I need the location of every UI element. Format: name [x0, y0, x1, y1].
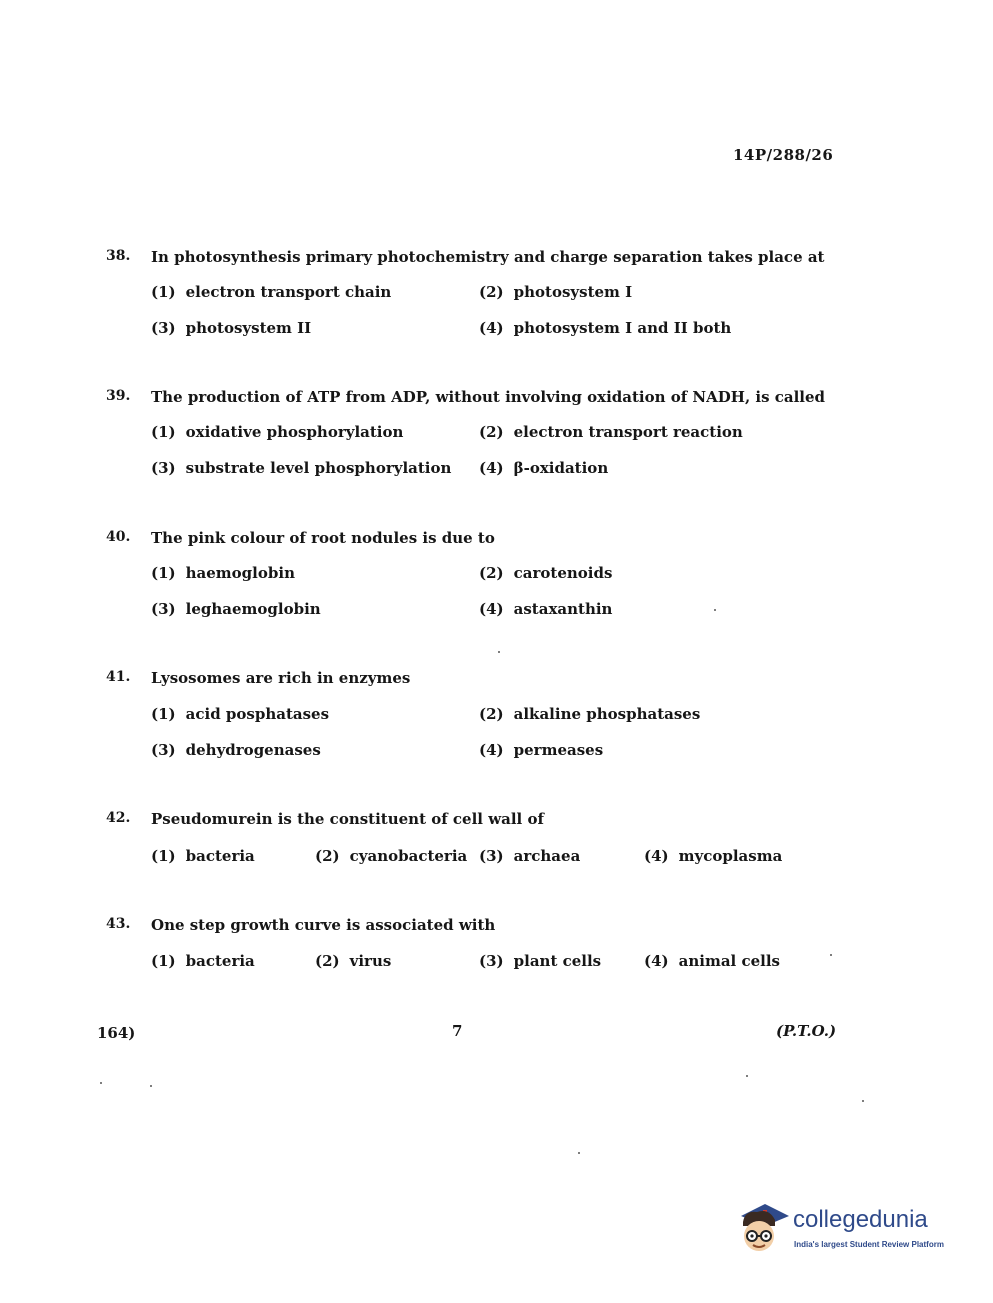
- option-number: (4): [479, 459, 504, 477]
- option-4: [479, 741, 603, 759]
- question-number: 43.: [106, 916, 131, 932]
- option-4: [644, 847, 782, 865]
- question-number: 38.: [106, 248, 131, 264]
- footer-series-number: 164): [97, 1024, 136, 1042]
- question-text: Lysosomes are rich in enzymes: [151, 669, 411, 687]
- option-text: plant cells: [513, 952, 602, 970]
- option-3: [479, 952, 601, 970]
- option-text: alkaline phosphatases: [513, 705, 701, 723]
- option-text: mycoplasma: [678, 847, 783, 865]
- option-text: virus: [349, 952, 392, 970]
- option-number: (3): [479, 952, 504, 970]
- option-1: [151, 283, 391, 301]
- question-number: 39.: [106, 388, 131, 404]
- question-text: The production of ATP from ADP, without involving oxidation of NADH, is called: [151, 388, 826, 406]
- option-text: animal cells: [678, 952, 780, 970]
- option-2: [315, 952, 391, 970]
- option-4: [479, 600, 612, 618]
- option-2: [315, 847, 467, 865]
- option-text: photosystem I: [513, 283, 633, 301]
- question-text: Pseudomurein is the constituent of cell wall of: [151, 810, 544, 828]
- option-3: [479, 847, 580, 865]
- option-text: astaxanthin: [513, 600, 613, 618]
- option-number: (1): [151, 564, 176, 582]
- question-text: In photosynthesis primary photochemistry and charge separation takes place at: [151, 248, 825, 266]
- scan-speck: [746, 1075, 748, 1077]
- logo-tagline: India's largest Student Review Platform: [794, 1240, 944, 1249]
- option-number: (1): [151, 283, 176, 301]
- option-4: [644, 952, 780, 970]
- question-number: 41.: [106, 669, 131, 685]
- option-text: bacteria: [185, 952, 255, 970]
- option-number: (4): [479, 600, 504, 618]
- option-text: photosystem I and II both: [513, 319, 732, 337]
- scan-speck: [150, 1085, 152, 1087]
- option-text: photosystem II: [185, 319, 312, 337]
- option-text: substrate level phosphorylation: [185, 459, 452, 477]
- option-number: (2): [315, 847, 340, 865]
- option-text: dehydrogenases: [185, 741, 321, 759]
- option-3: [151, 741, 321, 759]
- option-number: (4): [479, 319, 504, 337]
- scan-speck: [100, 1082, 102, 1084]
- option-text: carotenoids: [513, 564, 613, 582]
- question-text: One step growth curve is associated with: [151, 916, 496, 934]
- collegedunia-logo: [735, 1196, 965, 1258]
- option-text: bacteria: [185, 847, 255, 865]
- option-1: [151, 564, 295, 582]
- option-3: [151, 600, 321, 618]
- option-text: archaea: [513, 847, 581, 865]
- option-number: (2): [315, 952, 340, 970]
- scan-speck: [578, 1152, 580, 1154]
- option-2: [479, 564, 612, 582]
- option-number: (3): [151, 319, 176, 337]
- option-number: (2): [479, 283, 504, 301]
- option-text: permeases: [513, 741, 604, 759]
- question-number: 40.: [106, 529, 131, 545]
- option-number: (4): [644, 952, 669, 970]
- logo-wordmark: collegedunia: [793, 1206, 928, 1233]
- option-3: [151, 319, 311, 337]
- option-2: [479, 283, 632, 301]
- option-number: (1): [151, 952, 176, 970]
- option-number: (1): [151, 847, 176, 865]
- option-text: leghaemoglobin: [185, 600, 321, 618]
- option-1: [151, 952, 255, 970]
- page-number: 7: [452, 1022, 463, 1040]
- option-2: [479, 705, 700, 723]
- option-number: (4): [479, 741, 504, 759]
- option-text: cyanobacteria: [349, 847, 468, 865]
- scan-speck: [498, 651, 500, 653]
- option-text: haemoglobin: [185, 564, 295, 582]
- scan-speck: [714, 609, 716, 611]
- option-1: [151, 705, 329, 723]
- option-number: (3): [151, 600, 176, 618]
- option-number: (3): [479, 847, 504, 865]
- option-2: [479, 423, 743, 441]
- option-1: [151, 847, 255, 865]
- option-text: β-oxidation: [513, 459, 609, 477]
- option-text: electron transport reaction: [513, 423, 743, 441]
- option-number: (3): [151, 741, 176, 759]
- question-number: 42.: [106, 810, 131, 826]
- option-text: electron transport chain: [185, 283, 392, 301]
- mascot-icon: [735, 1196, 791, 1256]
- option-number: (1): [151, 423, 176, 441]
- option-text: oxidative phosphorylation: [185, 423, 404, 441]
- option-number: (2): [479, 423, 504, 441]
- option-1: [151, 423, 403, 441]
- option-number: (1): [151, 705, 176, 723]
- paper-code: 14P/288/26: [733, 146, 834, 164]
- question-text: The pink colour of root nodules is due to: [151, 529, 495, 547]
- option-4: [479, 319, 731, 337]
- option-number: (3): [151, 459, 176, 477]
- please-turn-over: (P.T.O.): [776, 1022, 837, 1040]
- option-number: (2): [479, 705, 504, 723]
- scan-speck: [862, 1100, 864, 1102]
- option-4: [479, 459, 608, 477]
- option-3: [151, 459, 451, 477]
- option-number: (2): [479, 564, 504, 582]
- option-number: (4): [644, 847, 669, 865]
- option-text: acid posphatases: [185, 705, 330, 723]
- scan-speck: [830, 954, 832, 956]
